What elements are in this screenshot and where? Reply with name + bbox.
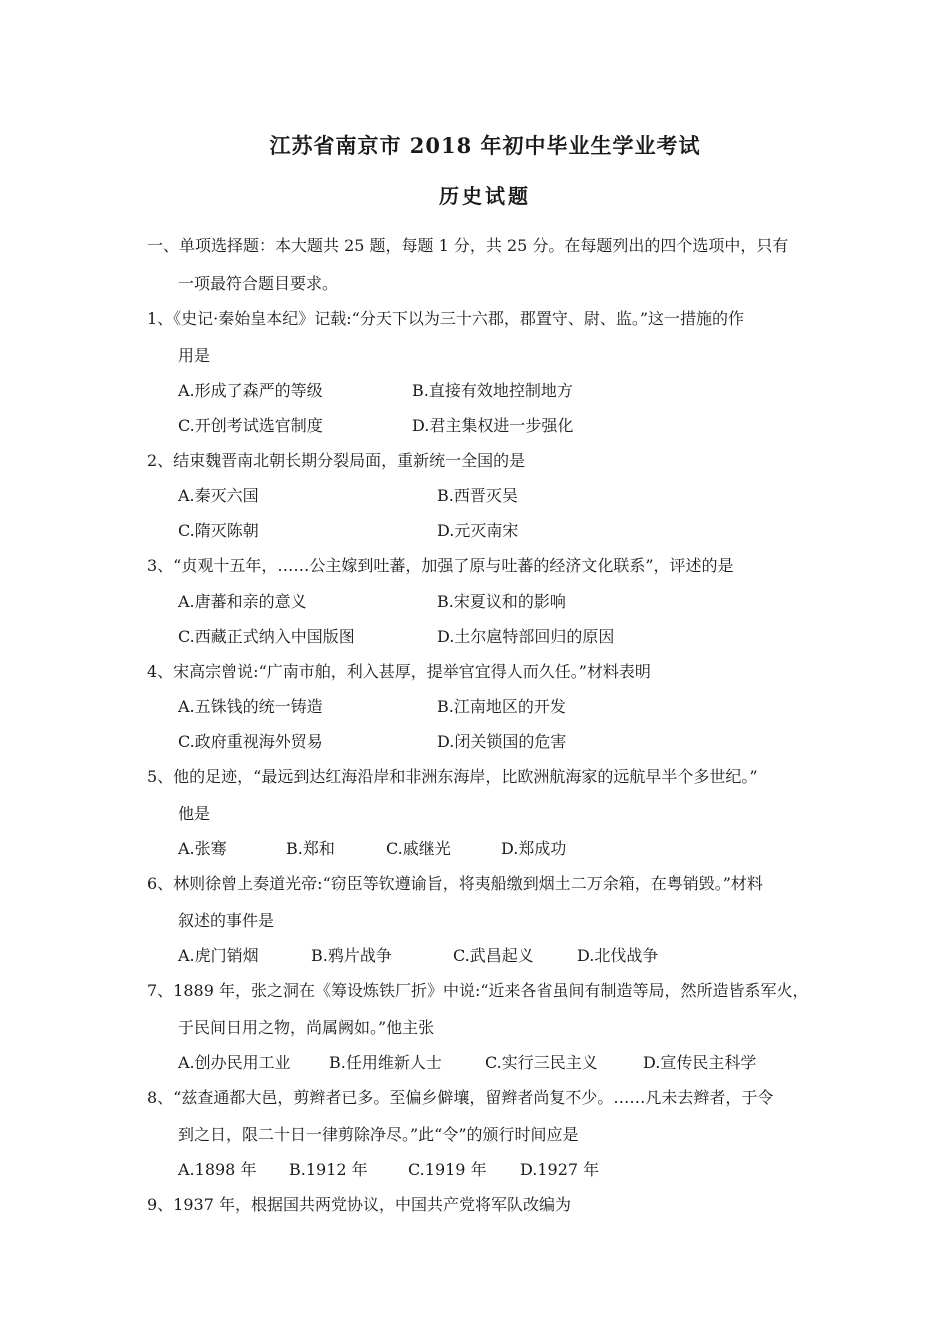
question-5-option-c: C.戚继光 bbox=[386, 839, 451, 858]
exam-subtitle: 历史试题 bbox=[439, 184, 531, 208]
question-5-option-d: D.郑成功 bbox=[501, 839, 567, 858]
question-6-stem-line-1: 6、林则徐曾上奏道光帝:“窃臣等钦遵谕旨，将夷船缴到烟土二万余箱，在粤销毁。”材料 bbox=[147, 874, 763, 893]
question-2-option-a: A.秦灭六国 bbox=[178, 486, 259, 505]
question-6-option-c: C.武昌起义 bbox=[453, 946, 534, 965]
section-heading-line-1: 一、单项选择题：本大题共 25 题，每题 1 分，共 25 分。在每题列出的四个选项中，只有 bbox=[147, 236, 789, 255]
question-1-option-a: A.形成了森严的等级 bbox=[178, 381, 323, 400]
question-2-option-b: B.西晋灭吴 bbox=[437, 486, 518, 505]
question-8-option-b: B.1912 年 bbox=[289, 1160, 368, 1179]
question-7-option-b: B.任用维新人士 bbox=[329, 1053, 442, 1072]
question-3-option-a: A.唐蕃和亲的意义 bbox=[178, 592, 307, 611]
question-7-option-c: C.实行三民主义 bbox=[485, 1053, 598, 1072]
question-1-option-d: D.君主集权进一步强化 bbox=[412, 416, 574, 435]
question-3-option-b: B.宋夏议和的影响 bbox=[437, 592, 566, 611]
question-1-stem-line-1: 1、《史记·秦始皇本纪》记载:“分天下以为三十六郡，郡置守、尉、监。”这一措施的作 bbox=[147, 309, 745, 328]
exam-title: 江苏省南京市 2018 年初中毕业生学业考试 bbox=[269, 133, 701, 158]
question-1-option-b: B.直接有效地控制地方 bbox=[412, 381, 573, 400]
question-8-stem-line-2: 到之日，限二十日一律剪除净尽。”此“令”的颁行时间应是 bbox=[178, 1125, 579, 1144]
question-4-stem-line-1: 4、宋高宗曾说:“广南市舶，利入甚厚，提举官宜得人而久任。”材料表明 bbox=[147, 662, 651, 681]
question-6-option-b: B.鸦片战争 bbox=[311, 946, 392, 965]
question-8-option-a: A.1898 年 bbox=[178, 1160, 257, 1179]
question-7-option-d: D.宣传民主科学 bbox=[643, 1053, 757, 1072]
question-5-option-a: A.张骞 bbox=[178, 839, 227, 858]
question-5-stem-line-1: 5、他的足迹，“最远到达红海沿岸和非洲东海岸，比欧洲航海家的远航早半个多世纪。” bbox=[147, 767, 758, 786]
question-9-stem-line-1: 9、1937 年，根据国共两党协议，中国共产党将军队改编为 bbox=[147, 1195, 571, 1214]
question-7-stem-line-2: 于民间日用之物，尚属阙如。”他主张 bbox=[178, 1018, 435, 1037]
section-heading-line-2: 一项最符合题目要求。 bbox=[178, 274, 339, 293]
question-1-option-c: C.开创考试选官制度 bbox=[178, 416, 323, 435]
question-3-option-d: D.土尔扈特部回归的原因 bbox=[437, 627, 615, 646]
question-7-stem-line-1: 7、1889 年，张之洞在《筹设炼铁厂折》中说:“近来各省虽间有制造等局，然所造皆系军火， bbox=[147, 981, 809, 1000]
question-4-option-c: C.政府重视海外贸易 bbox=[178, 732, 323, 751]
question-8-option-c: C.1919 年 bbox=[408, 1160, 487, 1179]
question-4-option-a: A.五铢钱的统一铸造 bbox=[178, 697, 323, 716]
question-1-stem-line-2: 用是 bbox=[178, 346, 211, 365]
question-6-option-a: A.虎门销烟 bbox=[178, 946, 259, 965]
question-8-stem-line-1: 8、“兹查通都大邑，剪辫者已多。至偏乡僻壤，留辫者尚复不少。……凡未去辫者，于令 bbox=[147, 1088, 774, 1107]
question-2-option-c: C.隋灭陈朝 bbox=[178, 521, 259, 540]
question-5-option-b: B.郑和 bbox=[286, 839, 335, 858]
question-2-stem-line-1: 2、结束魏晋南北朝长期分裂局面，重新统一全国的是 bbox=[147, 451, 526, 470]
question-6-stem-line-2: 叙述的事件是 bbox=[178, 911, 275, 930]
question-5-stem-line-2: 他是 bbox=[178, 804, 211, 823]
question-4-option-b: B.江南地区的开发 bbox=[437, 697, 566, 716]
question-3-option-c: C.西藏正式纳入中国版图 bbox=[178, 627, 355, 646]
question-4-option-d: D.闭关锁国的危害 bbox=[437, 732, 567, 751]
question-3-stem-line-1: 3、“贞观十五年，……公主嫁到吐蕃，加强了原与吐蕃的经济文化联系”，评述的是 bbox=[147, 556, 734, 575]
question-7-option-a: A.创办民用工业 bbox=[178, 1053, 291, 1072]
question-6-option-d: D.北伐战争 bbox=[577, 946, 659, 965]
question-8-option-d: D.1927 年 bbox=[520, 1160, 600, 1179]
question-2-option-d: D.元灭南宋 bbox=[437, 521, 519, 540]
